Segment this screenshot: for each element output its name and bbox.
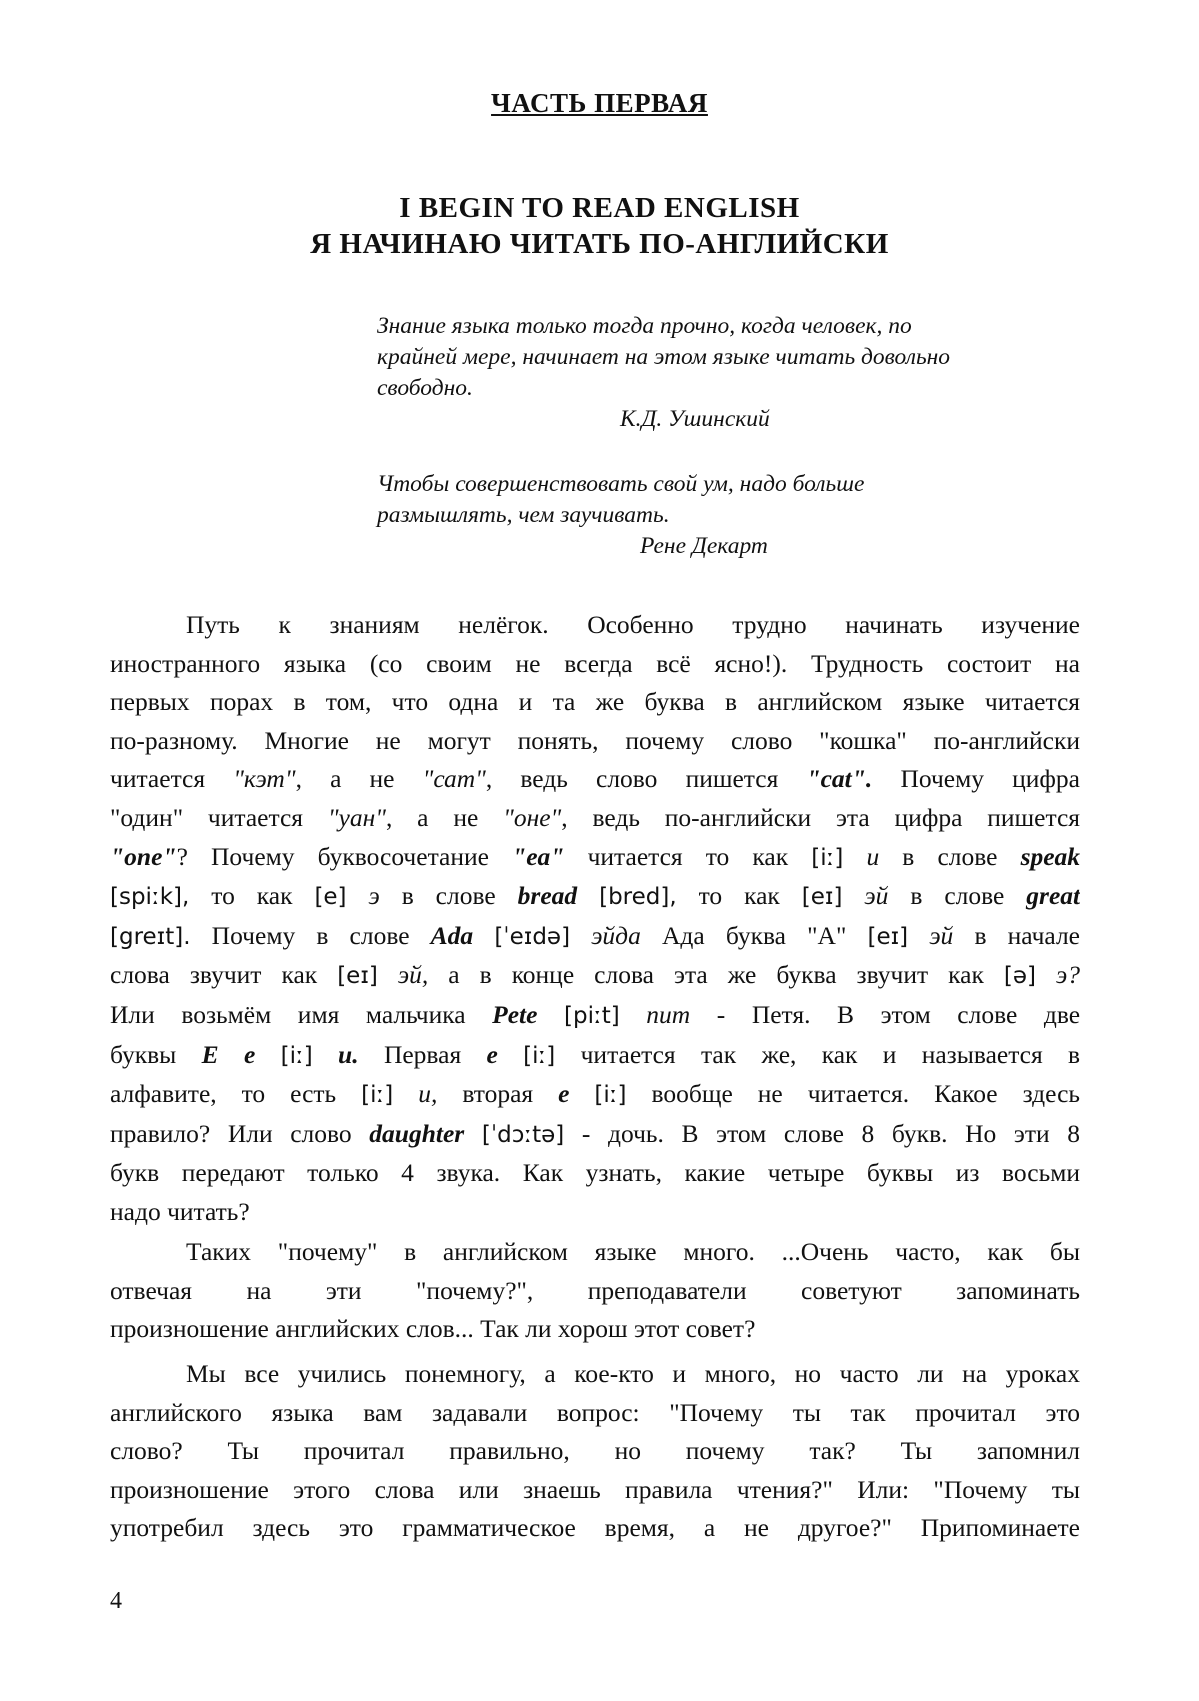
english-word: Pete	[492, 999, 538, 1029]
text-line: первых порах в том, что одна и та же буква в английском языке читается	[110, 687, 1080, 717]
text-run: "один" читается	[110, 802, 303, 832]
phonetic-transcription: [eɪ]	[337, 963, 378, 990]
paragraph-2	[110, 1233, 1080, 1349]
phonetic-transcription: [ˈeɪdə]	[494, 923, 571, 950]
text-run: , а не	[385, 802, 479, 832]
transliteration: "уан"	[327, 802, 386, 832]
text-line: по-разному. Многие не могут понять, почему слово "кошка" по-английски	[110, 725, 1080, 755]
text-line	[110, 760, 1080, 799]
epigraph-line: крайней мере, начинает на этом языке читать довольно	[377, 344, 951, 370]
phonetic-transcription: [bred],	[599, 884, 677, 911]
epigraph-line: Чтобы совершенствовать свой ум, надо больше	[377, 471, 865, 497]
transliteration: "сат"	[422, 764, 486, 794]
text-run: в начале	[974, 920, 1080, 950]
text-run: слова звучит как	[110, 960, 318, 990]
transliteration: и	[866, 841, 880, 871]
text-run: читается то как	[587, 841, 789, 871]
text-run: - дочь. В этом слове 8 букв. Но эти 8	[581, 1118, 1080, 1148]
transliteration: эйда	[591, 920, 641, 950]
text-run: Почему цифра	[900, 764, 1080, 794]
text-line	[110, 996, 1080, 1036]
text-run: читается	[110, 764, 206, 794]
chapter-title-russian: Я НАЧИНАЮ ЧИТАТЬ ПО-АНГЛИЙСКИ	[310, 228, 889, 260]
chapter-title	[0, 190, 1199, 262]
text-run: ? Почему буквосочетание	[176, 841, 489, 871]
phonetic-transcription: [iː]	[523, 1042, 556, 1069]
text-run: Первая	[383, 1039, 462, 1069]
phonetic-transcription: [piːt]	[564, 1002, 620, 1029]
transliteration: эй,	[397, 960, 429, 990]
english-word: speak	[1020, 841, 1080, 871]
text-line: произношение этого слова или знаешь правила чтения?" Или: "Почему ты	[110, 1474, 1080, 1504]
text-line	[110, 917, 1080, 957]
transliteration: "кэт"	[233, 764, 296, 794]
epigraph-ushinsky	[377, 311, 1097, 435]
phonetic-transcription: [spiːk],	[110, 884, 190, 911]
english-word: Ada	[430, 920, 474, 950]
page-number: 4	[110, 1588, 122, 1614]
text-line: Таких "почему" в английском языке много. ...Очень часто, как бы	[186, 1237, 1080, 1266]
epigraph-author: К.Д. Ушинский	[620, 406, 770, 432]
text-line: Путь к знаниям нелёгок. Особенно трудно начинать изучение	[186, 610, 1080, 639]
text-run: , а не	[295, 764, 395, 794]
text-line: слово? Ты прочитал правильно, но почему так? Ты запомнил	[110, 1436, 1080, 1466]
phonetic-transcription: [iː]	[280, 1042, 313, 1069]
phonetic-transcription: [iː]	[594, 1082, 627, 1109]
phonetic-transcription: [iː]	[811, 844, 844, 871]
english-word: daughter	[369, 1118, 465, 1148]
text-run: вообще не читается. Какое здесь	[651, 1079, 1080, 1109]
text-line: иностранного языка (со своим не всегда всё ясно!). Трудность состоит на	[110, 648, 1080, 678]
text-run: Ада буква "А"	[661, 920, 847, 950]
phonetic-transcription: [ə]	[1003, 963, 1037, 990]
english-word: e	[558, 1079, 570, 1109]
text-run: буквы	[110, 1039, 177, 1069]
english-word: "one"	[110, 841, 177, 871]
text-line	[110, 1115, 1080, 1155]
text-run: , ведь слово пишется	[485, 764, 779, 794]
epigraph-line: размышлять, чем заучивать.	[377, 502, 670, 528]
english-word: e	[486, 1039, 498, 1069]
paragraph-1	[110, 606, 1080, 1232]
epigraph-line: свободно.	[377, 375, 473, 401]
text-line	[110, 1036, 1080, 1076]
text-run: в слове	[902, 841, 998, 871]
text-run: Или возьмём имя мальчика	[110, 999, 466, 1029]
epigraph-line: Знание языка только тогда прочно, когда человек, по	[377, 313, 912, 339]
text-line: произношение английских слов... Так ли хорош этот совет?	[110, 1314, 756, 1344]
text-line	[110, 799, 1080, 838]
phonetic-transcription: [ˈdɔːtə]	[481, 1121, 565, 1148]
phonetic-transcription: [eɪ]	[801, 884, 843, 911]
text-line: отвечая на эти "почему?", преподаватели советуют запоминать	[110, 1275, 1080, 1305]
text-run: вторая	[462, 1079, 534, 1109]
english-word: "ea"	[512, 841, 565, 871]
text-run: алфавите, то есть	[110, 1079, 337, 1109]
text-run: в слове	[910, 881, 1005, 911]
text-run: читается так же, как и называется в	[580, 1039, 1080, 1069]
text-run: то как	[211, 881, 293, 911]
text-run: а в конце слова эта же буква звучит как	[448, 960, 984, 990]
text-run: в слове	[401, 881, 496, 911]
transliteration: эй	[864, 881, 889, 911]
phonetic-transcription: [eɪ]	[867, 923, 909, 950]
text-run: правило? Или слово	[110, 1118, 352, 1148]
text-line	[110, 838, 1080, 878]
text-line: Мы все учились понемногу, а кое-кто и много, но часто ли на уроках	[186, 1359, 1080, 1388]
text-run: Почему в слове	[211, 920, 410, 950]
text-line: английского языка вам задавали вопрос: "Почему ты так прочитал это	[110, 1397, 1080, 1427]
transliteration: и,	[418, 1079, 438, 1109]
paragraph-3	[110, 1355, 1080, 1548]
phonetic-transcription: [iː]	[361, 1082, 394, 1109]
english-word: bread	[517, 881, 578, 911]
english-word: great	[1026, 881, 1080, 911]
phonetic-transcription: [greɪt].	[110, 923, 191, 950]
text-line	[110, 877, 1080, 917]
epigraph-descartes	[377, 469, 1097, 562]
text-run: то как	[698, 881, 780, 911]
epigraph-author: Рене Декарт	[640, 533, 768, 559]
part-title: ЧАСТЬ ПЕРВАЯ	[491, 88, 708, 118]
text-line	[110, 1075, 1080, 1115]
english-word: "cat".	[806, 764, 873, 794]
text-line	[110, 956, 1080, 996]
transliteration: э	[368, 881, 380, 911]
transliteration: "оне"	[503, 802, 562, 832]
phonetic-transcription: [e]	[314, 884, 347, 911]
text-line: употребил здесь это грамматическое время, а не другое?" Припоминаете	[110, 1513, 1080, 1543]
transliteration: пит	[646, 999, 691, 1029]
text-run: , ведь по-английски эта цифра пишется	[561, 802, 1080, 832]
chapter-title-english: I BEGIN TO READ ENGLISH	[399, 192, 800, 224]
english-word: E e	[201, 1039, 256, 1069]
transliteration: эй	[929, 920, 954, 950]
text-line: букв передают только 4 звука. Как узнать, какие четыре буквы из восьми	[110, 1158, 1080, 1188]
transliteration: э?	[1056, 960, 1080, 990]
text-run: - Петя. В этом слове две	[716, 999, 1080, 1029]
text-line: надо читать?	[110, 1196, 250, 1226]
transliteration: и.	[338, 1039, 359, 1069]
